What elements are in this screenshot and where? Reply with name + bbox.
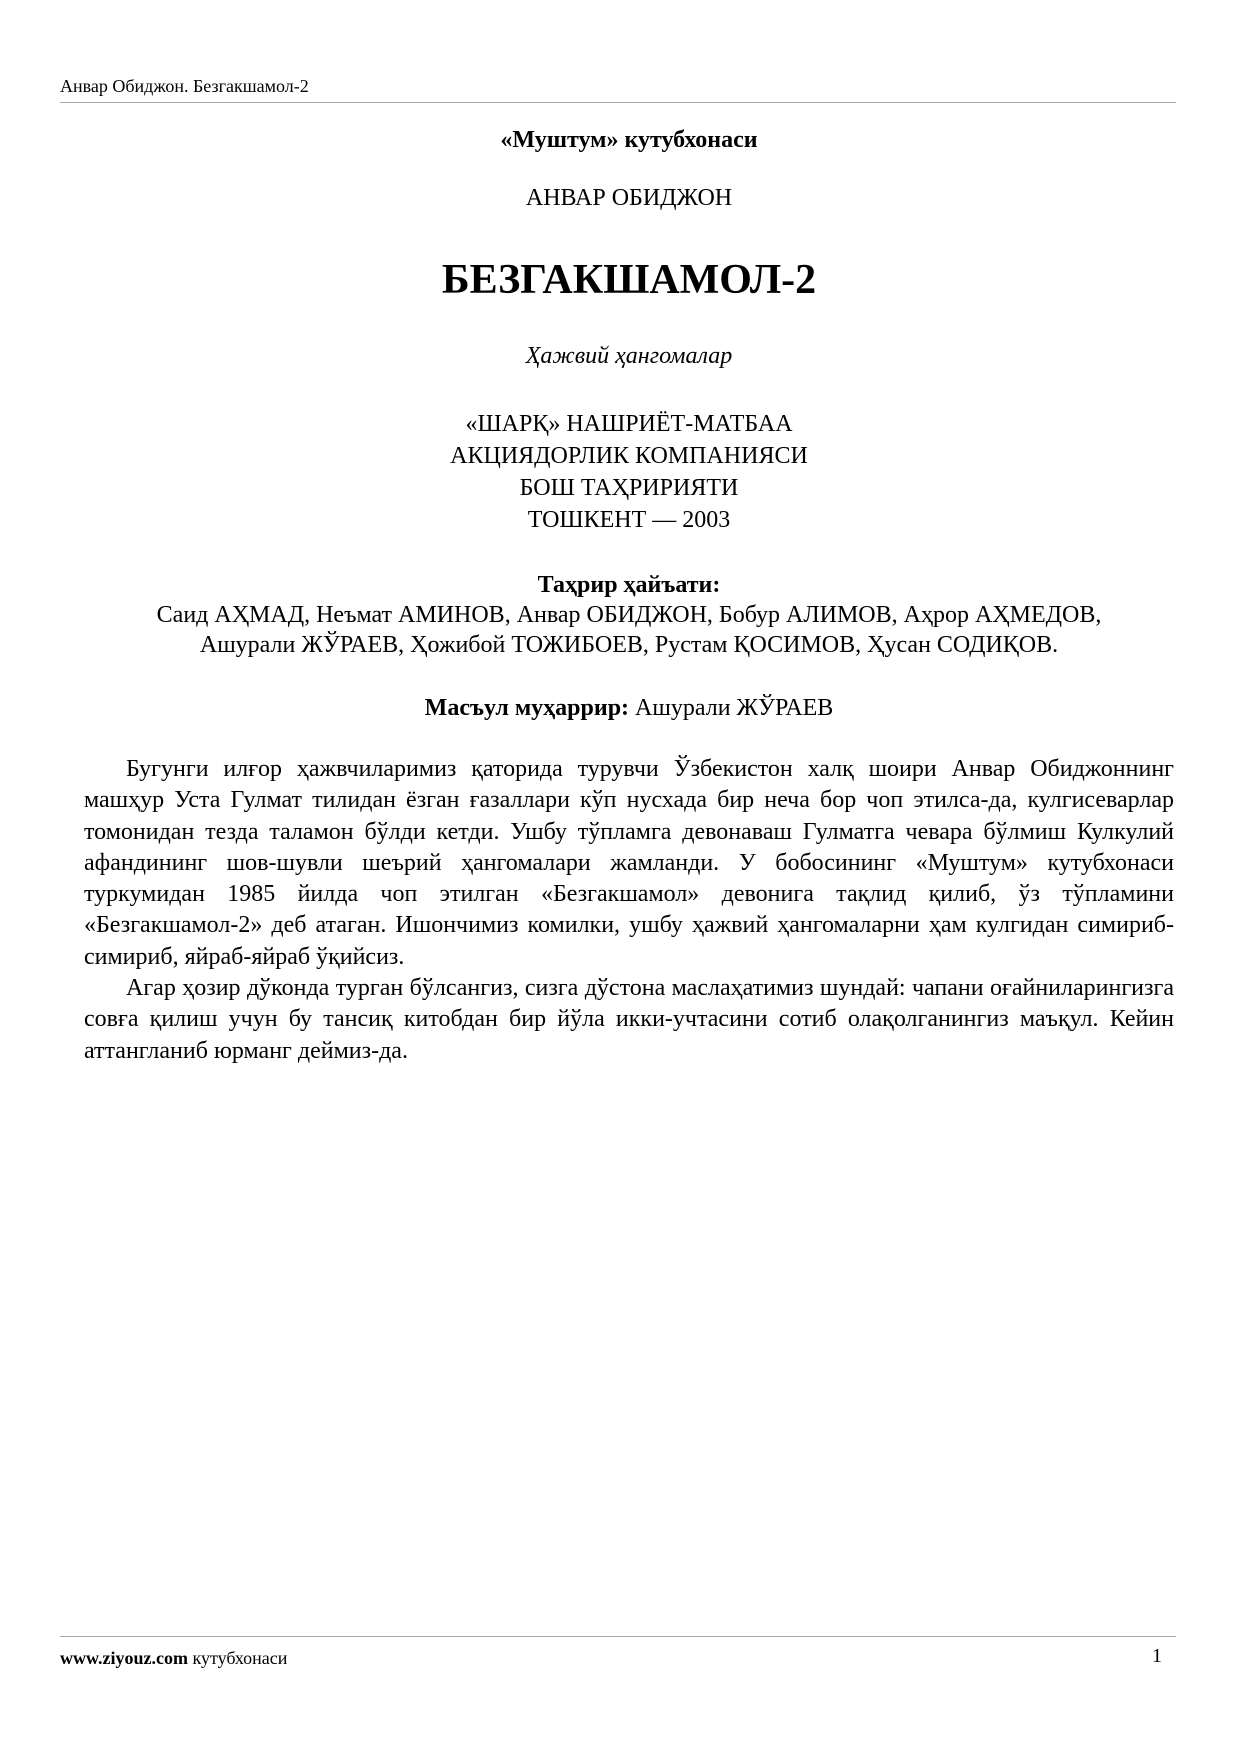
annotation [84, 754, 1174, 1067]
book-title: БЕЗГАКШАМОЛ-2 [441, 257, 817, 303]
publisher-line: «ШАРҚ» НАШРИЁТ-МАТБАА [465, 411, 793, 437]
responsible-editor-name: Ашурали ЖЎРАЕВ [629, 695, 834, 721]
footer-source [60, 1648, 287, 1668]
annotation-paragraph: Бугунги илғор ҳажвчиларимиз қаторида турувчи Ўзбекистон халқ шоири Анвар Обиджоннинг машҳур Уста Гулмат тилидан ёзган ғазаллари кўп нусхада бир неча бор чоп этилса-да, кулгисеварлар томонидан тезда таламон бўлди кетди. Ушбу тўпламга девонаваш Гулматга чевара бўлмиш Кулкулий афандининг шов-шувли шеърий ҳангомалари жамланди. У бобосининг «Муштум» кутубхонаси туркумидан 1985 йилда чоп этилган «Безгакшамол» девонига тақлид қилиб, ўз тўпламини «Безгакшамол-2» деб атаган. Ишончимиз комилки, ушбу ҳажвий ҳангомаларни ҳам кулгидан симириб-симириб, яйраб-яйраб ўқийсиз. [84, 756, 1174, 970]
page-number: 1 [1152, 1645, 1162, 1667]
footer-site-suffix: кутубхонаси [187, 1648, 288, 1668]
page-footer [60, 1636, 1176, 1677]
responsible-editor-label: Масъул муҳаррир: [424, 695, 630, 721]
title-page [84, 124, 1174, 1067]
editorial-board-heading: Таҳрир ҳайъати: [537, 572, 721, 598]
publisher-line: АКЦИЯДОРЛИК КОМПАНИЯСИ [450, 443, 808, 469]
running-title: Анвар Обиджон. Безгакшамол-2 [60, 76, 309, 96]
genre-subtitle: Ҳажвий ҳангомалар [525, 343, 733, 369]
author-name: АНВАР ОБИДЖОН [525, 185, 733, 211]
editorial-board-members: Ашурали ЖЎРАЕВ, Ҳожибой ТОЖИБОЕВ, Рустам ҚОСИМОВ, Ҳусан СОДИҚОВ. [199, 632, 1059, 658]
annotation-paragraph: Агар ҳозир дўконда турган бўлсангиз, сизга дўстона маслаҳатимиз шундай: чапани оғайниларингизга совға қилиш учун бу тансиқ китобдан бир йўла икки-учтасини сотиб олақолганингиз маъқул. Кейин аттангланиб юрманг деймиз-да. [84, 975, 1174, 1064]
page-header [60, 68, 1176, 103]
footer-site: www.ziyouz.com [60, 1648, 188, 1668]
publisher-line: БОШ ТАҲРИРИЯТИ [519, 475, 739, 501]
responsible-editor [84, 692, 1174, 724]
series-title: «Муштум» кутубхонаси [500, 127, 758, 153]
publisher-block [84, 408, 1174, 536]
editorial-board [84, 570, 1174, 660]
publisher-city-year: ТОШКЕНТ — 2003 [527, 507, 731, 533]
editorial-board-members: Саид АҲМАД, Неъмат АМИНОВ, Анвар ОБИДЖОН, Бобур АЛИМОВ, Аҳрор АҲМЕДОВ, [156, 602, 1102, 628]
